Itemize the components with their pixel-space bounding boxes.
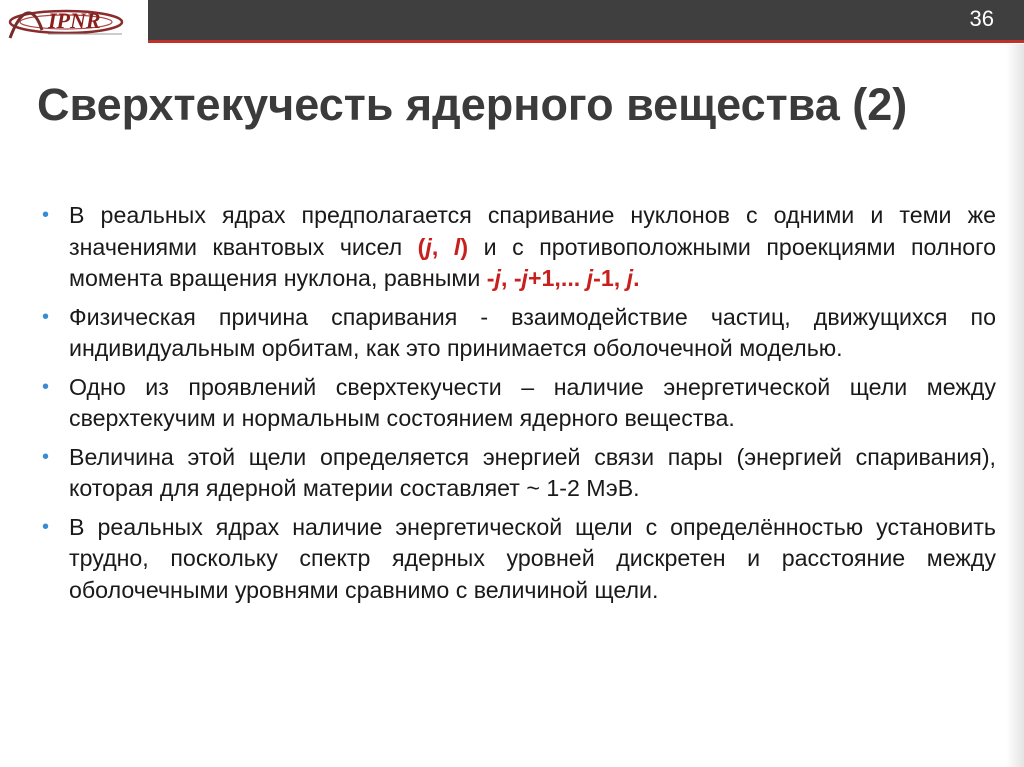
bullet-icon: • bbox=[42, 445, 50, 468]
page-edge-shadow bbox=[1006, 44, 1024, 767]
ipnr-logo-icon bbox=[0, 0, 148, 44]
accent-line bbox=[148, 40, 1024, 43]
bullet-item: • В реальных ядрах предполагается спаривание нуклонов с одними и теми же значениями квантовых чисел (j, l) и с противоположными проекциями полного момента вращения нуклона, равными -j, -j+1,... j-1, j. bbox=[42, 202, 997, 291]
slide-title: Сверхтекучесть ядерного вещества (2) bbox=[37, 79, 908, 130]
bullet-list bbox=[42, 200, 996, 613]
bullet-icon: • bbox=[42, 204, 50, 226]
svg-text:IPNR: IPNR bbox=[48, 8, 101, 33]
institute-logo bbox=[0, 0, 148, 44]
quantum-numbers: (j, l) bbox=[417, 233, 469, 260]
bullet-icon: • bbox=[42, 305, 50, 328]
projection-values: -j, -j+1,... j-1, j. bbox=[486, 265, 640, 291]
header-bar bbox=[0, 0, 1024, 50]
slide-number: 36 bbox=[969, 6, 994, 31]
bullet-item: • Физическая причина спаривания - взаимодействие частиц, движущихся по индивидуальным орбитам, как это принимается оболочечной моделью. bbox=[42, 303, 996, 361]
title-bar bbox=[148, 0, 1024, 40]
bullet-item: • Величина этой щели определяется энергией связи пары (энергией спаривания), которая для ядерной материи составляет ~ 1-2 МэВ. bbox=[42, 443, 996, 501]
bullet-item: • В реальных ядрах наличие энергетической щели с определённостью установить трудно, поскольку спектр ядерных уровней дискретен и расстояние между оболочечными уровнями сравнимо с величиной щели. bbox=[42, 513, 996, 603]
bullet-icon: • bbox=[42, 375, 50, 398]
bullet-item: • Одно из проявлений сверхтекучести – наличие энергетической щели между сверхтекучим и нормальным состоянием ядерного вещества. bbox=[42, 373, 996, 431]
bullet-icon: • bbox=[42, 515, 50, 538]
